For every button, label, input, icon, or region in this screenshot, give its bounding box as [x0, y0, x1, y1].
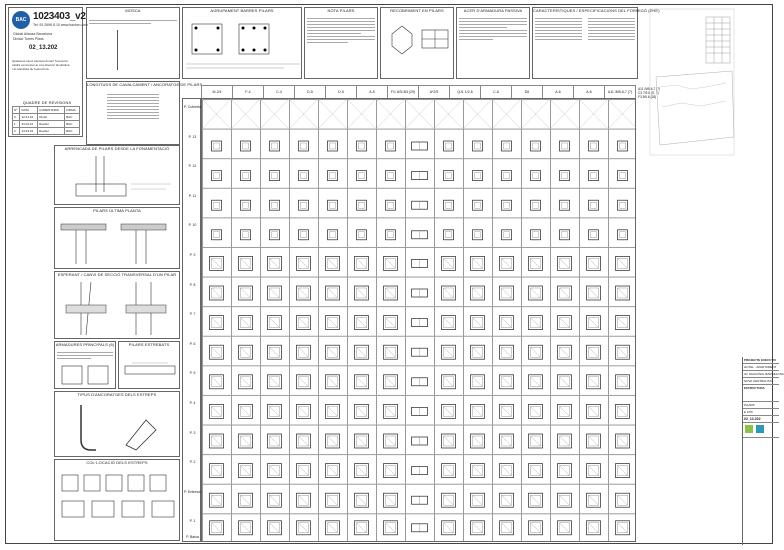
- plan-label: PILARS: [743, 402, 779, 409]
- floor-label: P. 1: [189, 519, 196, 523]
- revision-table: [12, 106, 80, 135]
- company-name: Global Alianza Barcelona: [13, 32, 53, 36]
- col-header: M-2/4: [202, 86, 233, 99]
- rev-header-comment: COMENTARIS: [38, 107, 65, 114]
- structure-label: ESTRUCTURA: [743, 385, 779, 402]
- floor-labels: [182, 98, 201, 542]
- panel-longituds-title: LONGITUDS DE CAVALCAMENT / ANCORATGE DE PILARS: [87, 82, 203, 87]
- rev-row-num: 2: [13, 128, 20, 135]
- panel-tipus-ancoratge: [54, 391, 180, 457]
- floor-label: P. 10: [188, 223, 197, 227]
- panel-caracteristiques-title: CARACTERÍSTIQUES / ESPECIFICACIONS DEL FORMIGÓ (EHE): [533, 8, 660, 13]
- panel-col-locacio: [54, 459, 180, 541]
- col-header: F/1 ÀSI-B3 (29): [388, 86, 419, 99]
- floor-label: P. 7: [189, 312, 196, 316]
- rev-header-date: DATA: [20, 107, 38, 114]
- panel-ultima-title: PILARS ÚLTIMA PLANTA: [93, 208, 141, 213]
- roof-row-crosses: [202, 99, 637, 129]
- panel-esperant: [54, 271, 180, 339]
- header-note-line: F3 5/6 6 (28): [638, 95, 657, 99]
- notice-line-2: caldrà comunicar-lo a la direcció facultativa: [12, 63, 70, 67]
- panel-armadures-title: ARMADURES PRINCIPALS (6): [55, 342, 115, 347]
- anchorage-types-diagram: [56, 400, 180, 456]
- col-header: D-5: [295, 86, 326, 99]
- panel-arrencada-title: ARRENCADA DE PILARS DESDE LA FONAMENTACIÓ: [64, 146, 170, 151]
- stirrup-column-diagram: [120, 351, 180, 387]
- col-header: A*2/5: [419, 86, 450, 99]
- rev-row-sign: BAC: [65, 121, 80, 128]
- panel-caracteristiques: [532, 7, 660, 79]
- col-header: D6: [512, 86, 543, 99]
- floor-label: P. 5: [189, 371, 196, 375]
- floor-label: P. 9: [189, 253, 196, 257]
- panel-acer-title: ACER D'ARMADURA PASSIVA: [463, 8, 523, 13]
- panel-esperant-title: ESPERANT / CANVI DE SECCIÓ TRANSVERSAL D'UN PILAR: [57, 272, 177, 277]
- drawing-number: 02_13.202: [29, 45, 58, 51]
- rev-row-sign: BAC: [65, 128, 80, 135]
- floor-label: P. 11: [188, 194, 197, 198]
- title-block: [742, 357, 784, 545]
- floor-label: P. 4: [189, 401, 196, 405]
- floor-label: P. 2: [189, 460, 196, 464]
- panel-nota-pilars: [304, 7, 378, 79]
- col-header: QJ1 1/2-6: [450, 86, 481, 99]
- rev-row-comment: Revisió: [38, 121, 65, 128]
- cover-diagram: [382, 16, 454, 76]
- col-header: D-5: [326, 86, 357, 99]
- panel-agrupament: [182, 7, 302, 79]
- rev-row-date: 23.02.16: [20, 121, 38, 128]
- rev-row-date: 14.04.16: [20, 128, 38, 135]
- building-elevation: [646, 7, 738, 157]
- floor-label: P. Cubierta: [183, 105, 202, 109]
- foundation-detail: [56, 154, 180, 204]
- stirrup-placement-diagram: [56, 469, 180, 539]
- section-change-detail: [56, 280, 180, 338]
- floor-label: P. Baixa: [186, 535, 199, 539]
- notice-line-3: i al calculista de l'estructura.: [12, 67, 50, 71]
- panel-recobriment: [380, 7, 454, 79]
- header-note-line: C3 7/5 6 (S, 7): [638, 91, 659, 95]
- column-header-row: [201, 85, 636, 99]
- col-header: A-6: [543, 86, 574, 99]
- teal-logo-icon: [756, 425, 764, 433]
- logo-strip: [743, 423, 779, 438]
- panel-estrebats-title: PILARS ESTREBATS: [128, 342, 170, 347]
- company-logo: BAC: [12, 11, 30, 29]
- panel-recobriment-title: RECOBRIMENT EN PILARS: [390, 8, 444, 13]
- col-header: A-6: [574, 86, 605, 99]
- rev-row-num: 0: [13, 114, 20, 121]
- rev-row-comment: Revisió: [38, 128, 65, 135]
- panel-estrebats: [118, 341, 180, 389]
- column-sections: [202, 129, 637, 543]
- project-line: NOVA CENTRALITAT: [743, 378, 779, 385]
- division-name: Divisió Torres Pilars: [13, 37, 44, 41]
- drawing-sheet: [5, 4, 784, 544]
- floor-label: P. Entresòl: [184, 490, 201, 494]
- col-header: F-4: [233, 86, 264, 99]
- rev-header-num: Nº: [13, 107, 20, 114]
- project-label: PROJECTE EXECUTIU: [743, 357, 779, 364]
- floor-label: P. 13: [188, 135, 197, 139]
- rev-row-num: 1: [13, 121, 20, 128]
- notice-line-1: Qualsevol canvi efectuat durant l'execució: [12, 59, 68, 63]
- panel-acer: [456, 7, 530, 79]
- project-line: HOTEL - APARTAMENT: [743, 364, 779, 371]
- col-header: A-5: [357, 86, 388, 99]
- floor-label: P. 12: [188, 164, 197, 168]
- top-floor-detail: [56, 216, 180, 268]
- sheet-number: 02_13.202: [743, 416, 779, 423]
- main-bars-diagram: [56, 364, 116, 388]
- bar-grouping-diagram: [184, 16, 302, 71]
- project-line: AV. DIAGONAL BARCELONA: [744, 372, 784, 376]
- floor-label: P. 6: [189, 342, 196, 346]
- panel-tipus-title: TIPUS D'ANCORATGES DELS ESTREPS: [77, 392, 157, 397]
- rev-row-date: 12.01.16: [20, 114, 38, 121]
- panel-mosca-title: MOSCA: [125, 8, 141, 13]
- col-header: C-6: [481, 86, 512, 99]
- col-header: C-4: [264, 86, 295, 99]
- green-logo-icon: [745, 425, 753, 433]
- panel-col-locacio-title: COL·LOCACIÓ DELS ESTREPS: [86, 460, 148, 465]
- header-note-line: A11 /M5-6-7 (7): [638, 87, 661, 91]
- revision-title: QUADRE DE REVISIONS: [22, 100, 72, 105]
- panel-ultima-planta: [54, 207, 180, 269]
- floor-label: P. 8: [189, 283, 196, 287]
- rev-row-comment: Inicial: [38, 114, 65, 121]
- panel-armadures: [54, 341, 116, 389]
- panel-agrupament-title: AGRUPAMENT BARRES PILARS: [210, 8, 274, 13]
- rev-row-sign: BAC: [65, 114, 80, 121]
- panel-mosca: [86, 7, 180, 79]
- panel-nota-title: NOTA PILARS: [327, 8, 355, 13]
- column-schedule-grid: [201, 98, 636, 542]
- col-header: A11 /M5-6-7 (7): [605, 86, 636, 99]
- header-block: [8, 7, 89, 137]
- code-subtitle: Tel: 93 2696 8.10 www.bacbcn.com: [33, 23, 89, 27]
- scale-label: E 1/50: [743, 409, 779, 416]
- project-code: 1023403_v2: [33, 11, 86, 22]
- rev-header-sign: FIRMA: [65, 107, 80, 114]
- floor-label: P. 3: [189, 431, 196, 435]
- panel-arrencada: [54, 145, 180, 205]
